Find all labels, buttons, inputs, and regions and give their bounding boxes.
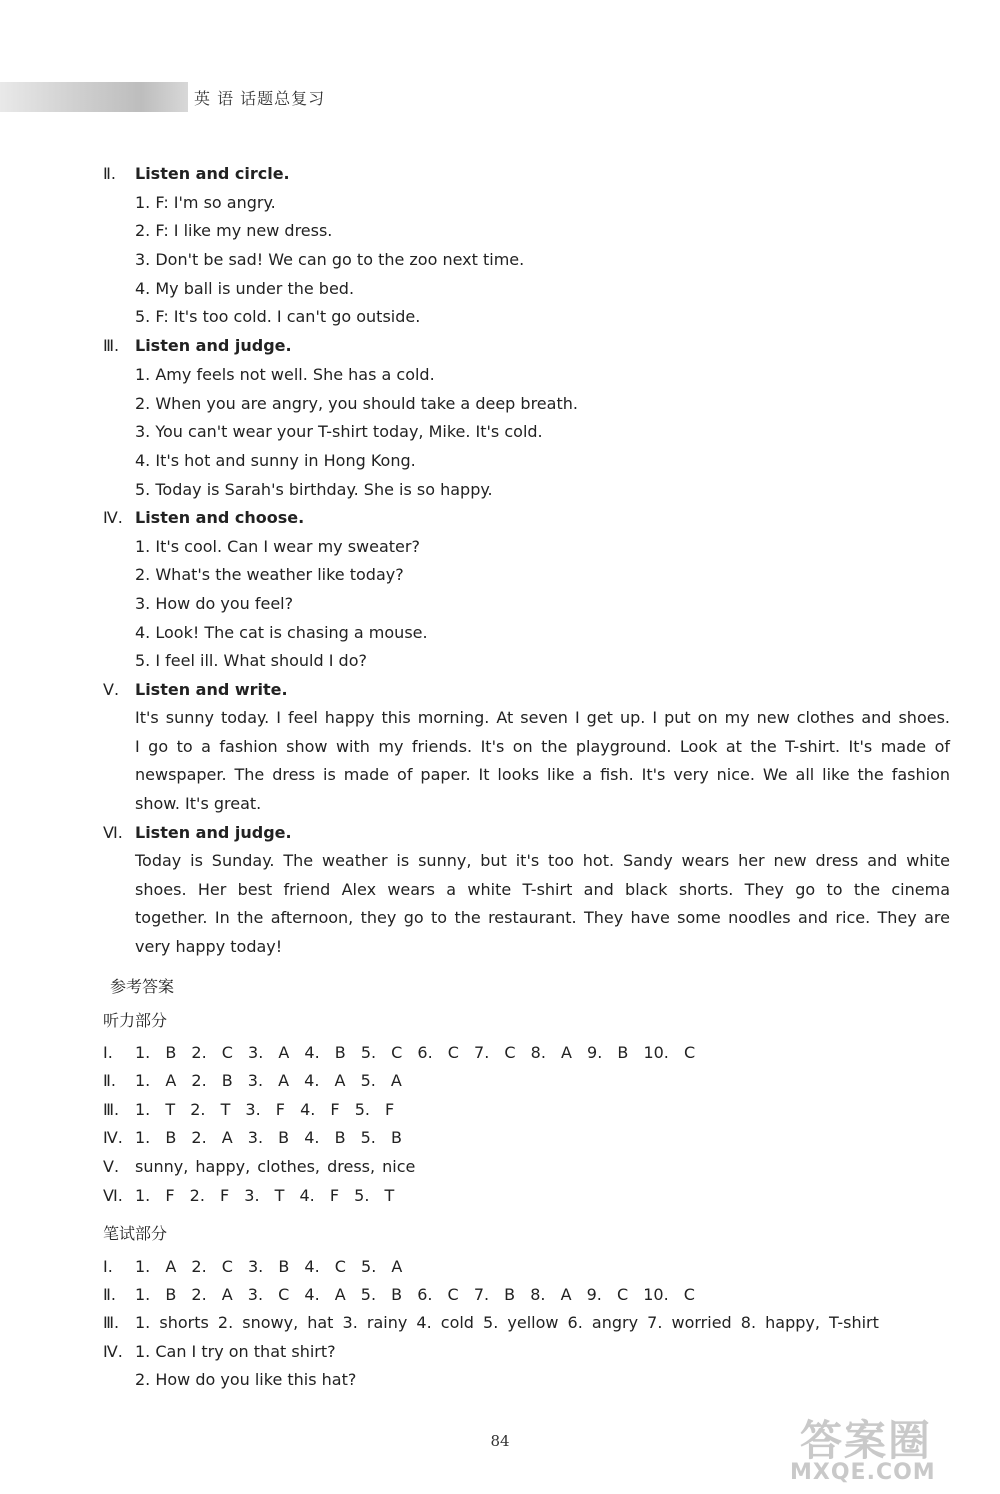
paragraph-line: Today is Sunday. The weather is sunny, but it's too hot. Sandy wears her new dress and white <box>135 851 950 870</box>
list-item: 5. F: It's too cold. I can't go outside. <box>135 307 421 326</box>
list-item: 5. I feel ill. What should I do? <box>135 651 367 670</box>
listening-answers-heading: 听力部分 <box>103 1011 168 1030</box>
answer-label: Ⅰ. <box>103 1257 113 1276</box>
section-label-5: Ⅴ. <box>103 680 120 699</box>
answer-label: Ⅴ. <box>103 1157 120 1176</box>
section-title-5: Listen and write. <box>135 680 288 699</box>
paragraph-line: together. In the afternoon, they go to the restaurant. They have some noodles and rice. They are <box>135 908 950 927</box>
paragraph-line: newspaper. The dress is made of paper. It looks like a fish. It's very nice. We all like the fashion <box>135 765 950 784</box>
page-number: 84 <box>490 1432 510 1450</box>
answer-line: 1. shorts 2. snowy, hat 3. rainy 4. cold 5. yellow 6. angry 7. worried 8. happy, T-shirt <box>135 1313 879 1332</box>
list-item: 3. You can't wear your T-shirt today, Mike. It's cold. <box>135 422 543 441</box>
answer-label: Ⅱ. <box>103 1071 116 1090</box>
answer-line: 1. B 2. A 3. B 4. B 5. B <box>135 1128 402 1147</box>
list-item: 1. F: I'm so angry. <box>135 193 276 212</box>
answer-line: 2. How do you like this hat? <box>135 1370 357 1389</box>
header-decoration-bar <box>0 82 188 112</box>
list-item: 4. Look! The cat is chasing a mouse. <box>135 623 428 642</box>
section-label-2: Ⅱ. <box>103 164 116 183</box>
section-title-3: Listen and judge. <box>135 336 292 355</box>
answer-label: Ⅳ. <box>103 1128 123 1147</box>
answer-line: 1. F 2. F 3. T 4. F 5. T <box>135 1186 395 1205</box>
list-item: 1. It's cool. Can I wear my sweater? <box>135 537 420 556</box>
running-header: 英 语 话题总复习 <box>194 89 326 108</box>
list-item: 4. It's hot and sunny in Hong Kong. <box>135 451 416 470</box>
list-item: 5. Today is Sarah's birthday. She is so happy. <box>135 480 493 499</box>
list-item: 4. My ball is under the bed. <box>135 279 355 298</box>
paragraph-line: show. It's great. <box>135 794 262 813</box>
paragraph-line: I go to a fashion show with my friends. It's on the playground. Look at the T-shirt. It's made of <box>135 737 950 756</box>
answer-line: 1. B 2. A 3. C 4. A 5. B 6. C 7. B 8. A 9. C 10. C <box>135 1285 695 1304</box>
answer-line: 1. Can I try on that shirt? <box>135 1342 336 1361</box>
answers-heading: 参考答案 <box>110 977 175 996</box>
list-item: 2. F: I like my new dress. <box>135 221 333 240</box>
answer-line: 1. B 2. C 3. A 4. B 5. C 6. C 7. C 8. A 9. B 10. C <box>135 1043 696 1062</box>
paragraph-line: very happy today! <box>135 937 283 956</box>
answer-label: Ⅲ. <box>103 1100 120 1119</box>
paragraph-line: It's sunny today. I feel happy this morning. At seven I get up. I put on my new clothes and shoes. <box>135 708 950 727</box>
paragraph-line: shoes. Her best friend Alex wears a white T-shirt and black shorts. They go to the cinema <box>135 880 950 899</box>
written-answers-heading: 笔试部分 <box>103 1224 168 1243</box>
answer-line: 1. T 2. T 3. F 4. F 5. F <box>135 1100 395 1119</box>
list-item: 3. How do you feel? <box>135 594 294 613</box>
section-title-6: Listen and judge. <box>135 823 292 842</box>
answer-line: 1. A 2. C 3. B 4. C 5. A <box>135 1257 403 1276</box>
list-item: 1. Amy feels not well. She has a cold. <box>135 365 435 384</box>
answer-label: Ⅳ. <box>103 1342 123 1361</box>
watermark-text-top: 答案圈 <box>800 1416 933 1465</box>
answer-label: Ⅰ. <box>103 1043 113 1062</box>
section-label-4: Ⅳ. <box>103 508 123 527</box>
section-title-4: Listen and choose. <box>135 508 305 527</box>
watermark-logo <box>790 1408 990 1486</box>
answer-label: Ⅵ. <box>103 1186 123 1205</box>
answer-label: Ⅱ. <box>103 1285 116 1304</box>
section-label-6: Ⅵ. <box>103 823 123 842</box>
list-item: 2. What's the weather like today? <box>135 565 404 584</box>
list-item: 3. Don't be sad! We can go to the zoo next time. <box>135 250 525 269</box>
answer-label: Ⅲ. <box>103 1313 120 1332</box>
answer-line: sunny, happy, clothes, dress, nice <box>135 1157 416 1176</box>
section-label-3: Ⅲ. <box>103 336 120 355</box>
answer-line: 1. A 2. B 3. A 4. A 5. A <box>135 1071 402 1090</box>
list-item: 2. When you are angry, you should take a deep breath. <box>135 394 578 413</box>
watermark-text-bottom: MXQE.COM <box>790 1460 936 1485</box>
section-title-2: Listen and circle. <box>135 164 290 183</box>
